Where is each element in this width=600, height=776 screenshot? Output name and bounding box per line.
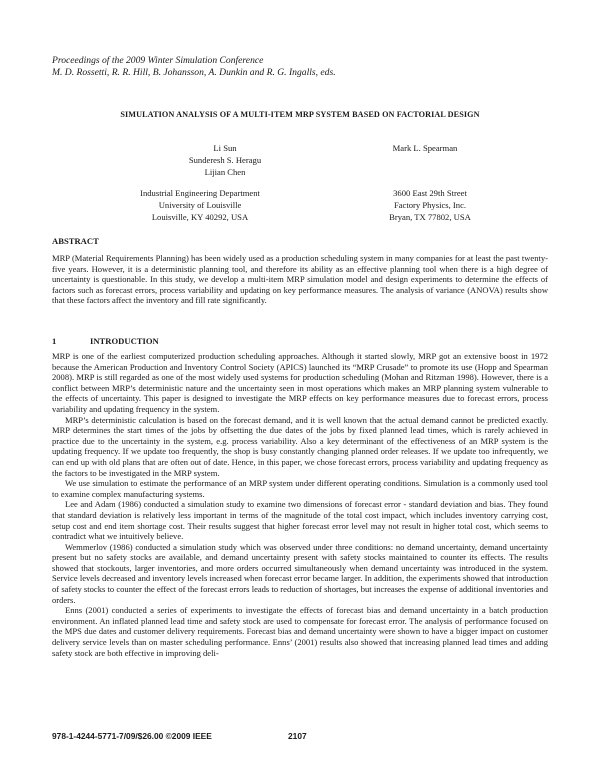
body-paragraph: MRP’s deterministic calculation is based on the forecast demand, and it is well known that the actual demand cannot be predicted exactly. MRP determines the start times of the jobs by offsetting the due dates of the jobs by fixed planned lead times, which is rarely achieved in practice due to the uncertainty in the system, e.g. process variability. Also a key determinant of the effectiveness of an MRP system is the updating frequency. If we update too frequently, the shop is busy constantly changing planned order releases. If we update too infrequently, we can end up with old plans that are often out of date. Hence, in this paper, we chose forecast errors, process variability and updating frequency as the factors to be investigated in the MRP system. <box>52 414 548 478</box>
affiliation-line: 3600 East 29th Street <box>393 188 467 198</box>
affiliation-line: Louisville, KY 40292, USA <box>151 212 249 223</box>
body-paragraph: Wemmerlov (1986) conducted a simulation study which was observed under three conditions: no demand uncertainty, demand uncertainty present but no safety stocks are available, and demand uncertainty present with safety stocks maintained to counter its effects. The results showed that stockouts, larger inventories, and more orders occurred simultaneously when demand uncertainty was introduced in the system. Service levels decreased and inventory levels increased when forecast error became larger. In addition, the experiments showed that introduction of safety stocks to counter the effect of the forecast errors leads to reduction of shortages, but increases the expense of additional inventories and orders. <box>52 541 548 605</box>
proceedings-title: Proceedings of the 2009 Winter Simulation Conference <box>52 55 264 66</box>
author-name: Sunderesh S. Heragu <box>188 155 262 166</box>
author-name: Li Sun <box>213 143 237 153</box>
body-paragraph: MRP is one of the earliest computerized production scheduling approaches. Although it started slowly, MRP got an extensive boost in 1972 because the American Production and Inventory Control Society (APICS) launched its “MRP Crusade” to promote its use (Hopp and Spearman 2008). MRP is still regarded as one of the most widely used systems for production scheduling (Mohan and Ritzman 1998). However, there is a conflict between MRP’s deterministic nature and the uncertainty seen in most operations which makes an MRP planning system vulnerable to the effects of uncertainty. This paper is designed to investigate the MRP effects on key performance measures due to forecast errors, process variability and updating frequency in the system. <box>52 351 548 414</box>
affiliation-left <box>100 187 300 224</box>
affiliation-line: Bryan, TX 77802, USA <box>389 212 471 223</box>
page-number: 2107 <box>288 731 307 741</box>
affiliation-line: Factory Physics, Inc. <box>393 200 467 211</box>
authors-right <box>360 142 490 154</box>
section-heading <box>52 336 159 346</box>
proceedings-editors: M. D. Rossetti, R. R. Hill, B. Johansson, A. Dunkin and R. G. Ingalls, eds. <box>52 67 336 79</box>
section-number: 1 <box>52 336 57 346</box>
body-paragraph: We use simulation to estimate the performance of an MRP system under different operating conditions. Simulation is a commonly used tool to examine complex manufacturing systems. <box>52 478 548 499</box>
abstract-text <box>52 253 548 306</box>
introduction-body <box>52 351 548 658</box>
affiliation-right <box>370 187 490 224</box>
proceedings-header <box>52 55 336 80</box>
abstract-paragraph: MRP (Material Requirements Planning) has been widely used as a production scheduling system in many companies for at least the past twenty-five years. However, it is a deterministic planning tool, and therefore its ability as an effective planning tool when there is a high degree of uncertainty is questionable. In this study, we develop a multi-item MRP simulation model and design experiments to determine the effects of factors such as forecast errors, process variability and updating on key performance measures. The analysis of variance (ANOVA) results show that these factors affect the inventory and fill rate significantly. <box>52 253 548 306</box>
authors-left <box>150 142 300 179</box>
author-name: Mark L. Spearman <box>392 143 458 153</box>
affiliation-line: University of Louisville <box>158 200 242 211</box>
footer-isbn: 978-1-4244-5771-7/09/$26.00 ©2009 IEEE <box>52 731 212 741</box>
section-title: INTRODUCTION <box>90 336 159 346</box>
body-paragraph: Lee and Adam (1986) conducted a simulation study to examine two dimensions of forecast error - standard deviation and bias. They found that standard deviation is relatively less important in terms of the magnitude of the total cost impact, which includes inventory carrying cost, setup cost and end item shortage cost. Their results suggest that higher forecast error level may not result in higher total cost, which seems to contradict what we intuitively believe. <box>52 499 548 542</box>
author-name: Lijian Chen <box>204 167 246 178</box>
affiliation-line: Industrial Engineering Department <box>140 188 260 198</box>
abstract-heading: ABSTRACT <box>52 236 99 246</box>
paper-title: SIMULATION ANALYSIS OF A MULTI-ITEM MRP SYSTEM BASED ON FACTORIAL DESIGN <box>120 110 480 119</box>
body-paragraph: Enns (2001) conducted a series of experiments to investigate the effects of forecast bias and demand uncertainty in a batch production environment. An inflated planned lead time and safety stock are used to compensate for forecast error. The analysis of performance focused on the MPS due dates and customer delivery requirements. Forecast bias and demand uncertainty were shown to have a bigger impact on customer delivery service levels than on master scheduling performance. Enns’ (2001) results also showed that increasing planned lead times and adding safety stock are both effective in improving deli- <box>52 605 548 658</box>
